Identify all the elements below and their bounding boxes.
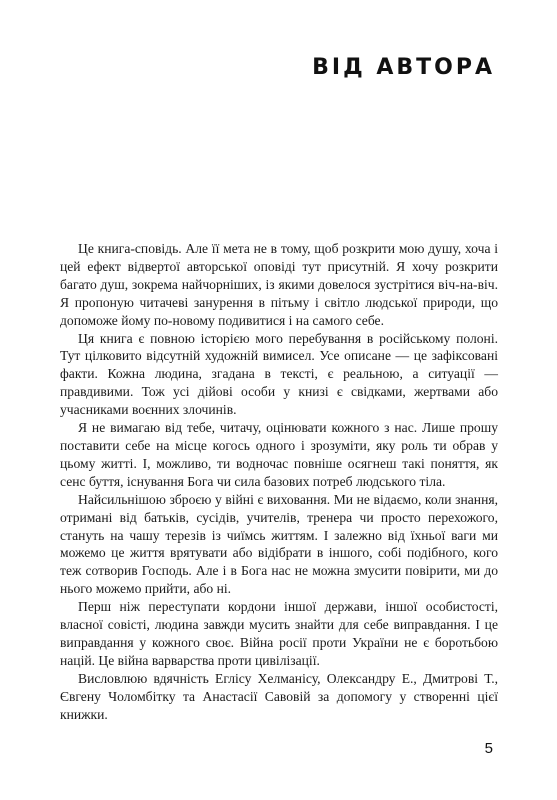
body-text: [60, 240, 498, 723]
paragraph: Це книга-сповідь. Але її мета не в тому, щоб розкрити мою душу, хоча і цей ефект відвертої авторської оповіді тут присутній. Я хочу розкрити багато душ, зокрема найчорніших, із якими довелося зустрітися віч-на-віч. Я пропоную читачеві занурення в пітьму і світло людської природи, що допоможе йому по-новому подивитися і на самого себе.: [60, 241, 498, 328]
page-number: 5: [484, 740, 493, 757]
paragraph: Ця книга є повною історією мого перебування в російському полоні. Тут цілковито відсутній художній вимисел. Усе описане — це зафіксовані факти. Кожна людина, згадана в тексті, є реальною, а ситуації — правдивими. Тож усі дійові особи у книзі є свідками, жертвами або учасниками воєнних злочинів.: [60, 330, 498, 418]
paragraph: Я не вимагаю від тебе, читачу, оцінювати кожного з нас. Лише прошу поставити себе на місце когось одного і зрозуміти, яку роль ти обрав у цьому житті. І, можливо, ти водночас повніше осягнеш такі поняття, як сенс буття, існування Бога чи сила базових потреб людського тіла.: [60, 420, 498, 489]
paragraph: Висловлюю вдячність Еглісу Хелманісу, Олександру Е., Дмитрові Т., Євгену Чоломбітку та Анастасії Савовій за допомогу у створенні цієї книжки.: [60, 670, 498, 722]
page-title: ВІД АВТОРА: [312, 55, 495, 80]
paragraph: Найсильнішою зброєю у війні є виховання. Ми не відаємо, коли знання, отримані від батьків, сусідів, учителів, тренера чи просто перехожого, стануть на чашу терезів із чиїмсь життям. І залежно від їхньої ваги ми можемо це життя врятувати або відібрати в іншого, собі подібного, кого теж сотворив Господь. Але і в Бога нас не можна змусити повірити, ми до нього можемо прийти, або ні.: [60, 491, 498, 597]
paragraph: Перш ніж переступати кордони іншої держави, іншої особистості, власної совісті, людина завжди мусить знайти для себе виправдання. І це виправдання у кожного своє. Війна росії проти України не є боротьбою націй. Це війна варварства проти цивілізації.: [60, 599, 498, 668]
